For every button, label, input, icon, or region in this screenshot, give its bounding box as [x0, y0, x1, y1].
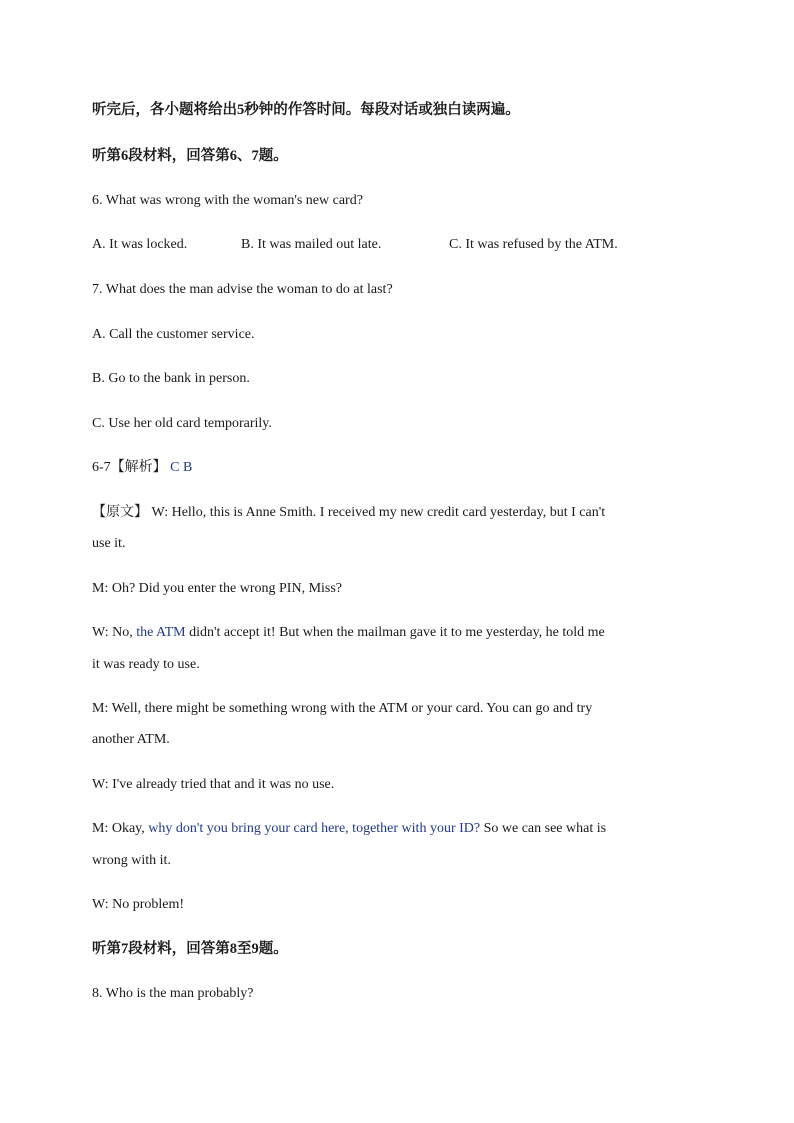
transcript-text: W: Hello, this is Anne Smith. I received my new credit card yesterday, but I can't: [148, 505, 606, 520]
transcript-line-6-cont: wrong with it.: [92, 853, 171, 868]
q7-option-a: A. Call the customer service.: [92, 327, 255, 342]
transcript-line-1: [92, 505, 605, 521]
q6-option-a: A. It was locked.: [92, 237, 188, 252]
q7-option-c: C. Use her old card temporarily.: [92, 416, 272, 431]
q7-option-b: B. Go to the bank in person.: [92, 371, 250, 386]
q6-option-b: B. It was mailed out late.: [241, 237, 382, 252]
instructions-intro: 听完后，各小题将给出5秒钟的作答时间。每段对话或独白读两遍。: [92, 102, 520, 118]
transcript-line-5: W: I've already tried that and it was no use.: [92, 777, 335, 792]
transcript-line-4-cont: another ATM.: [92, 732, 170, 747]
answer-label: 6-7【解析】: [92, 460, 167, 475]
transcript-line-2: M: Oh? Did you enter the wrong PIN, Miss?: [92, 581, 343, 596]
transcript-line-7: W: No problem!: [92, 897, 185, 912]
section-6-heading: 听第6段材料，回答第6、7题。: [92, 148, 288, 164]
transcript-line-1-cont: use it.: [92, 536, 126, 551]
transcript-line-3-cont: it was ready to use.: [92, 657, 200, 672]
q6-option-c: C. It was refused by the ATM.: [449, 237, 618, 252]
transcript-line-3: [92, 625, 605, 641]
transcript-text: didn't accept it! But when the mailman gave it to me yesterday, he told me: [185, 625, 605, 640]
transcript-line-4: M: Well, there might be something wrong with the ATM or your card. You can go and try: [92, 701, 593, 716]
transcript-line-6: [92, 821, 606, 837]
transcript-label: 【原文】: [92, 505, 148, 520]
answer-value: C B: [170, 460, 193, 475]
transcript-text: M: Okay,: [92, 821, 149, 836]
question-7: 7. What does the man advise the woman to do at last?: [92, 282, 393, 297]
highlighted-text: why don't you bring your card here, together with your ID?: [148, 821, 481, 836]
transcript-text: W: No,: [92, 625, 137, 640]
question-6: 6. What was wrong with the woman's new card?: [92, 193, 363, 208]
section-7-heading: 听第7段材料，回答第8至9题。: [92, 941, 288, 957]
answer-analysis: [92, 460, 192, 476]
question-8: 8. Who is the man probably?: [92, 986, 254, 1001]
highlighted-text: the ATM: [136, 625, 186, 640]
transcript-text: So we can see what is: [480, 821, 607, 836]
